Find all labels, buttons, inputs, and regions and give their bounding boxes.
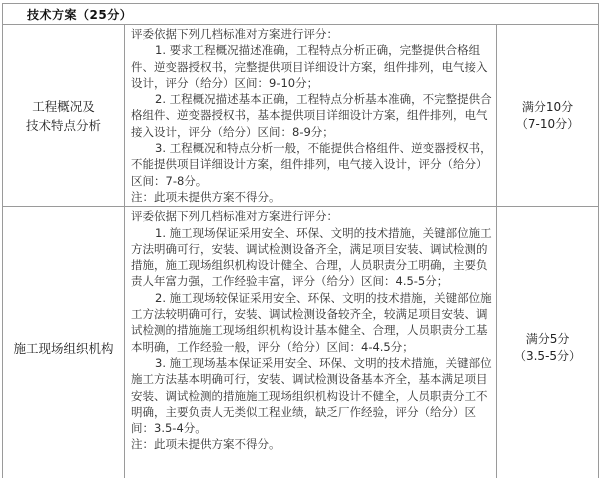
criteria-cell (125, 25, 497, 207)
scoring-table (2, 3, 599, 478)
score-cell (497, 207, 599, 478)
item-name-line: 施工现场组织机构 (13, 340, 114, 356)
score-range: （7-10分） (515, 116, 580, 131)
criteria-level-3: 3. 工程概况和特点分析一般，不能提供合格组件、逆变器授权书，不能提供项目详细设计方案，组件排列，电气接入设计，评分（给分）区间：7-8分。 (131, 141, 492, 188)
section-title: 技术方案（25分） (3, 4, 599, 25)
criteria-level-1: 1. 施工现场保证采用安全、环保、文明的技术措施，关键部位施工方法明确可行，安装、调试检测设备齐全，满足项目安装、调试检测的措施，施工现场组织机构设计健全、合理，人员职责分工明确，主要负责人年富力强，工作经验丰富，评分（给分）区间：4.5-5分； (131, 225, 492, 289)
table-row (3, 25, 599, 207)
score-range: （3.5-5分） (513, 349, 582, 364)
criteria-note: 注：此项未提供方案不得分。 (131, 437, 281, 452)
score-max: 满分5分 (525, 332, 570, 347)
criteria-intro: 评委依据下列几档标准对方案进行评分： (131, 209, 338, 224)
criteria-level-3: 3. 施工现场基本保证采用安全、环保、文明的技术措施，关键部位施工方法基本明确可行，安装、调试检测设备基本齐全，基本满足项目安装、调试检测的措施施工现场组织机构设计不健全，人员职责分工不明确，主要负责人无类似工程业绩，缺乏厂作经验，评分（给分）区间：3.5-4分。 (131, 355, 492, 436)
criteria-level-1: 1. 要求工程概况描述准确，工程特点分析正确，完整提供合格组件、逆变器授权书，完整提供项目详细设计方案，组件排列，电气接入设计，评分（给分）区间：9-10分； (131, 43, 488, 90)
table-row (3, 207, 599, 478)
score-max: 满分10分 (521, 99, 574, 114)
item-name-line: 工程概况及 (32, 98, 95, 114)
section-header-row (3, 4, 599, 25)
criteria-note: 注：此项未提供方案不得分。 (131, 189, 281, 204)
item-name-cell (3, 207, 125, 478)
criteria-cell (125, 207, 497, 478)
criteria-level-2: 2. 施工现场较保证采用安全、环保、文明的技术措施，关键部位施工方法较明确可行，安装、调试检测设备较齐全，较满足项目安装、调试检测的措施施工现场组织机构设计基本健全、合理，人员职责分工基本明确，工作经验一般，评分（给分）区间：4-4.5分； (131, 290, 492, 354)
item-name-line: 技术特点分析 (25, 117, 101, 133)
score-cell (497, 25, 599, 207)
item-name-cell (3, 25, 125, 207)
criteria-intro: 评委依据下列几档标准对方案进行评分： (131, 27, 338, 41)
criteria-level-2: 2. 工程概况描述基本正确，工程特点分析基本准确，不完整提供合格组件、逆变器授权书，基本提供项目详细设计方案，组件排列，电气接入设计，评分（给分）区间：8-9分； (131, 92, 492, 139)
